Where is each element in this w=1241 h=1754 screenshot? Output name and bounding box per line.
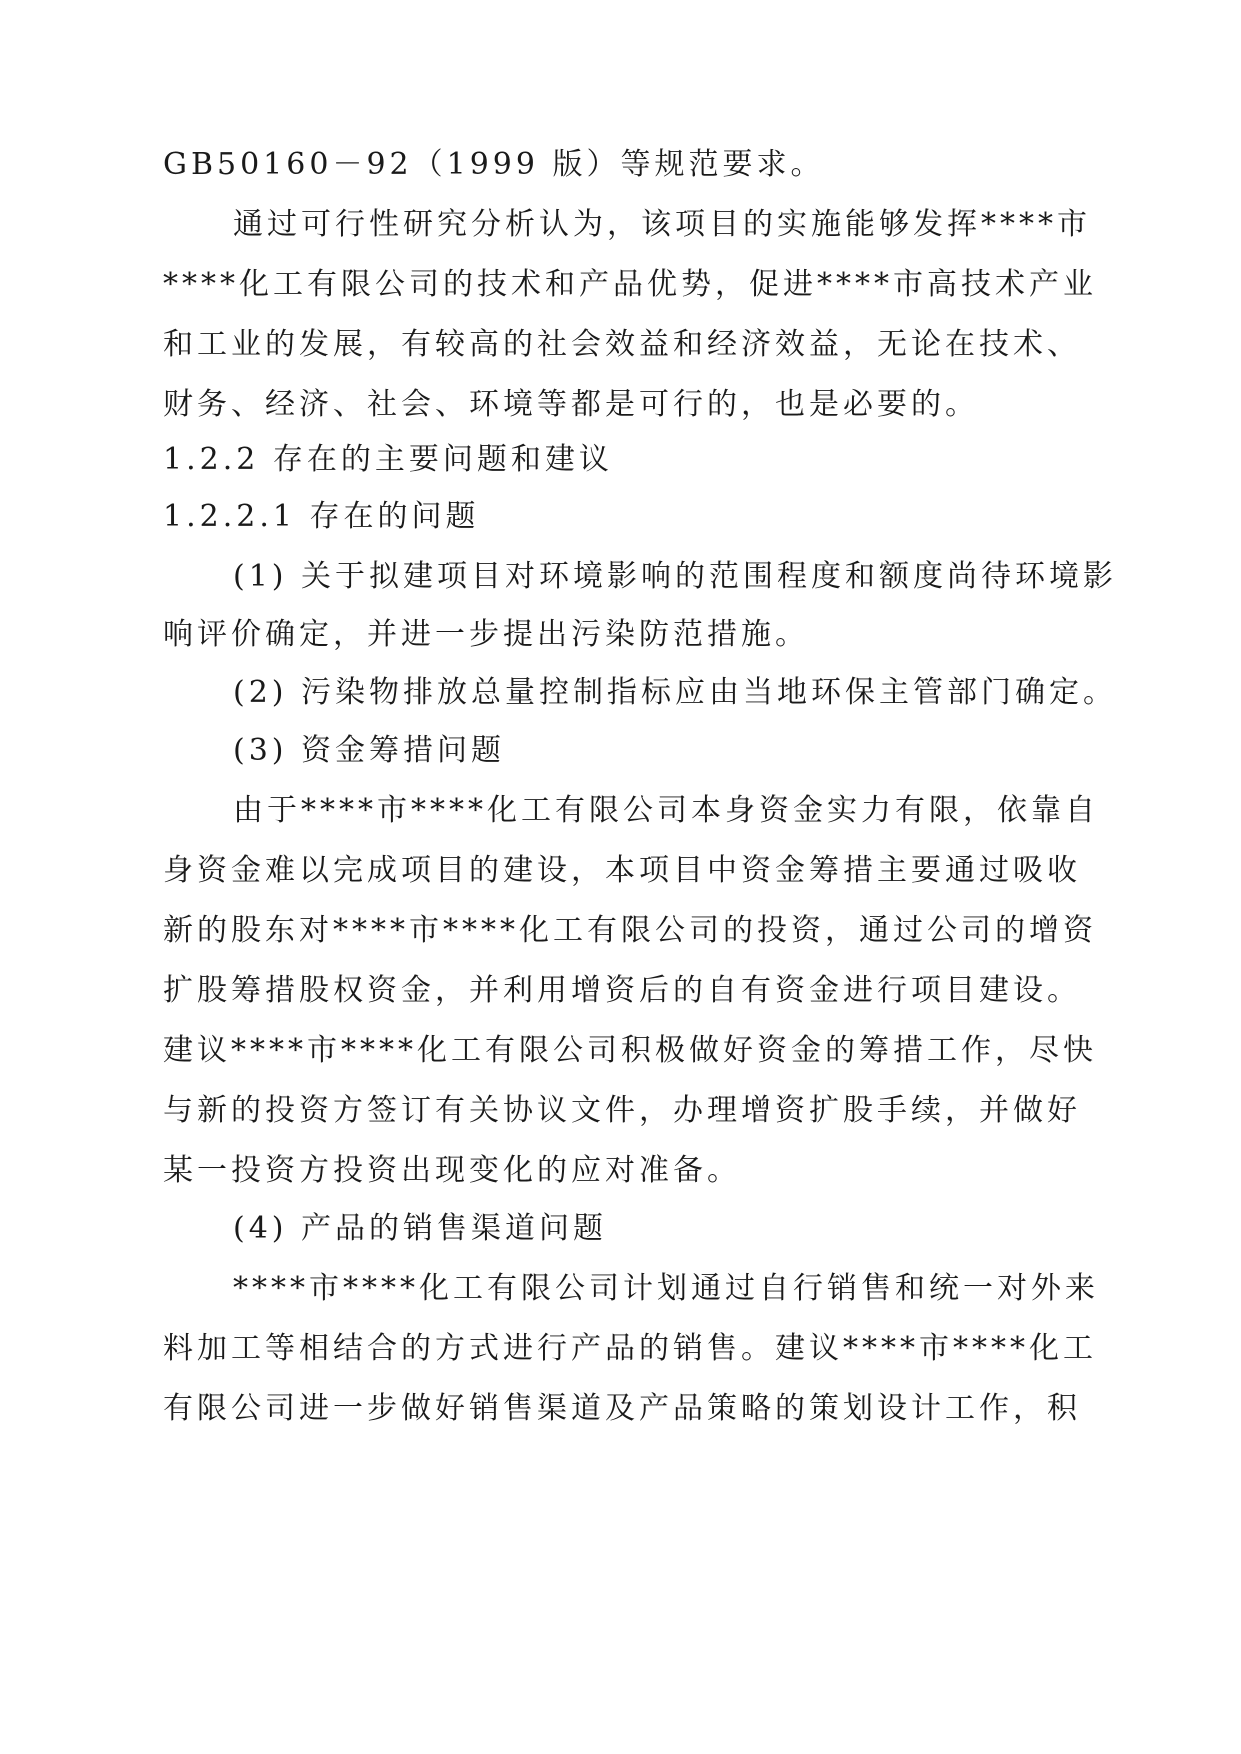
paragraph-line: ****市****化工有限公司计划通过自行销售和统一对外来 [233, 1271, 1099, 1306]
text-line: 身资金难以完成项目的建设，本项目中资金筹措主要通过吸收 [163, 853, 1081, 888]
paragraph-line: (1) 关于拟建项目对环境影响的范围程度和额度尚待环境影 [233, 559, 1118, 594]
text-line: 和工业的发展，有较高的社会效益和经济效益，无论在技术、 [163, 327, 1081, 362]
text-line: 有限公司进一步做好销售渠道及产品策略的策划设计工作，积 [163, 1391, 1081, 1426]
paragraph-line: (2) 污染物排放总量控制指标应由当地环保主管部门确定。 [233, 675, 1118, 710]
text-line: 料加工等相结合的方式进行产品的销售。建议****市****化工 [163, 1331, 1097, 1366]
paragraph-line: 通过可行性研究分析认为，该项目的实施能够发挥****市 [233, 207, 1091, 242]
item-heading: (3) 资金筹措问题 [233, 733, 506, 768]
subsection-heading: 1.2.2.1 存在的问题 [163, 499, 480, 534]
paragraph-line: 由于****市****化工有限公司本身资金实力有限，依靠自 [233, 793, 1099, 828]
text-line: 响评价确定，并进一步提出污染防范措施。 [163, 617, 809, 652]
text-line: 建议****市****化工有限公司积极做好资金的筹措工作，尽快 [163, 1033, 1097, 1068]
text-line: 与新的投资方签订有关协议文件，办理增资扩股手续，并做好 [163, 1093, 1081, 1128]
item-heading: (4) 产品的销售渠道问题 [233, 1211, 608, 1246]
text-line: ****化工有限公司的技术和产品优势，促进****市高技术产业 [163, 267, 1097, 302]
text-line: 新的股东对****市****化工有限公司的投资，通过公司的增资 [163, 913, 1097, 948]
section-heading: 1.2.2 存在的主要问题和建议 [163, 442, 613, 477]
text-line: GB50160－92（1999 版）等规范要求。 [163, 147, 825, 182]
text-line: 财务、经济、社会、环境等都是可行的，也是必要的。 [163, 387, 979, 422]
text-line: 某一投资方投资出现变化的应对准备。 [163, 1153, 741, 1188]
text-line: 扩股筹措股权资金，并利用增资后的自有资金进行项目建设。 [163, 973, 1081, 1008]
